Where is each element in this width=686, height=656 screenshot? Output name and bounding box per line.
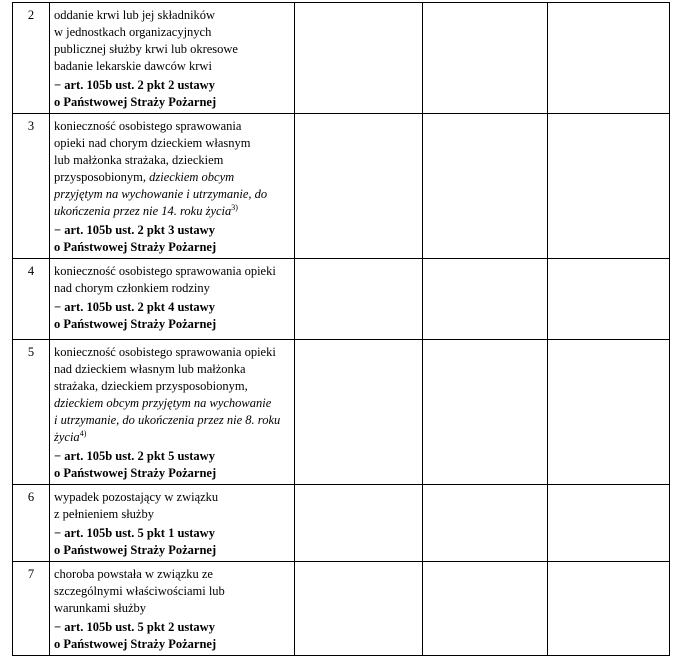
- table-row: [13, 340, 670, 485]
- row-number: 4: [13, 259, 50, 340]
- entry-cell[interactable]: [295, 114, 423, 259]
- row-number: 7: [13, 562, 50, 656]
- entry-cell[interactable]: [423, 562, 548, 656]
- row-number: 5: [13, 340, 50, 485]
- entry-cell[interactable]: [548, 114, 670, 259]
- footnote-marker: 3): [231, 203, 238, 212]
- entry-cell[interactable]: [423, 485, 548, 562]
- entry-cell[interactable]: [295, 340, 423, 485]
- entry-cell[interactable]: [423, 3, 548, 114]
- entry-cell[interactable]: [548, 485, 670, 562]
- description-text: konieczność osobistego sprawowania opieki nad chorym członkiem rodziny: [54, 264, 276, 295]
- legal-reference: − art. 105b ust. 5 pkt 2 ustawy o Państwowej Straży Pożarnej: [54, 620, 217, 651]
- legal-reference: − art. 105b ust. 2 pkt 4 ustawy o Państwowej Straży Pożarnej: [54, 300, 217, 331]
- legal-reference: − art. 105b ust. 2 pkt 2 ustawy o Państwowej Straży Pożarnej: [54, 78, 217, 109]
- entry-cell[interactable]: [548, 562, 670, 656]
- table-row: [13, 3, 670, 114]
- entry-cell[interactable]: [423, 259, 548, 340]
- table-row: [13, 259, 670, 340]
- row-description: [50, 114, 295, 259]
- table-row: [13, 114, 670, 259]
- table-row: [13, 485, 670, 562]
- row-description: [50, 485, 295, 562]
- row-description: [50, 259, 295, 340]
- entry-cell[interactable]: [295, 562, 423, 656]
- entry-cell[interactable]: [423, 340, 548, 485]
- table-row: [13, 562, 670, 656]
- entry-cell[interactable]: [548, 3, 670, 114]
- description-text: wypadek pozostający w związku z pełnieniem służby: [54, 490, 219, 521]
- legal-reference: − art. 105b ust. 2 pkt 3 ustawy o Państwowej Straży Pożarnej: [54, 223, 217, 254]
- entry-cell[interactable]: [548, 340, 670, 485]
- description-text: konieczność osobistego sprawowania opieki nad dzieckiem własnym lub małżonka strażaka, dzieckiem przysposobionym,: [54, 345, 276, 393]
- description-text: choroba powstała w związku ze szczególnymi właściwościami lub warunkami służby: [54, 567, 225, 615]
- entry-cell[interactable]: [295, 3, 423, 114]
- legal-reference: − art. 105b ust. 5 pkt 1 ustawy o Państwowej Straży Pożarnej: [54, 526, 217, 557]
- description-italic-text: dzieckiem obcym przyjętym na wychowanie i utrzymanie, do ukończenia przez nie 14. roku życia: [54, 170, 268, 218]
- form-table: [12, 2, 670, 656]
- row-number: 6: [13, 485, 50, 562]
- row-number: 2: [13, 3, 50, 114]
- legal-reference: − art. 105b ust. 2 pkt 5 ustawy o Państwowej Straży Pożarnej: [54, 449, 217, 480]
- row-description: [50, 562, 295, 656]
- row-description: [50, 340, 295, 485]
- entry-cell[interactable]: [423, 114, 548, 259]
- footnote-marker: 4): [79, 429, 87, 438]
- description-text: konieczność osobistego sprawowania opieki nad chorym dzieckiem własnym lub małżonka strażaka, dzieckiem przysposobionym,: [54, 119, 251, 184]
- description-text: oddanie krwi lub jej składników w jednostkach organizacyjnych publicznej służby krwi lub okresowe badanie lekarskie dawców krwi: [54, 8, 238, 73]
- description-italic-text: dzieckiem obcym przyjętym na wychowanie i utrzymanie, do ukończenia przez nie 8. roku życia: [54, 396, 281, 444]
- row-description: [50, 3, 295, 114]
- row-number: 3: [13, 114, 50, 259]
- entry-cell[interactable]: [548, 259, 670, 340]
- entry-cell[interactable]: [295, 259, 423, 340]
- entry-cell[interactable]: [295, 485, 423, 562]
